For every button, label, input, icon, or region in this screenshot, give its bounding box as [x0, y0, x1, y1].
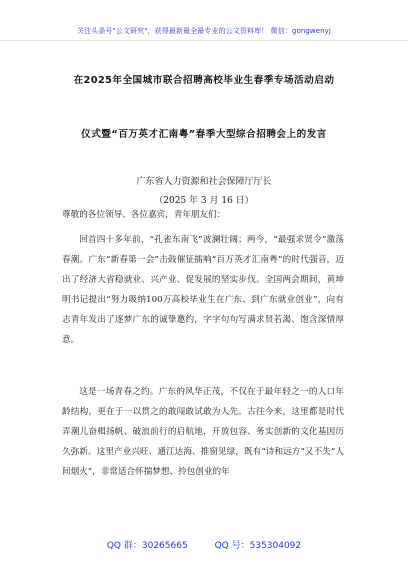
promo-banner: 关注头条号"公文研究"，获得最新最全最专业的公文资料库！ 微信：gongwenyj: [77, 27, 331, 35]
qq-group-text: QQ 群：30265665: [106, 541, 188, 551]
header-bar: [0, 0, 408, 41]
speech-date: （2025 年 3 月 16 日）: [154, 196, 254, 206]
footer-contact: [0, 538, 408, 560]
body-paragraph-1: 回首四十多年前，“孔雀东南飞”波澜壮阔；两今，“最强求贤令”激荡春潮。广东“新春第一会”击鼓催征擂响“百万英才汇南粤”的时代强音，迈出了经济大省稳就业、兴产业、促发展的坚实步伐。全国两会期间，黄坤明书记提出“努力吸纳100万高校毕业生在广东、到广东就业创业”，向有志青年发出了逐梦广东的诚挚邀约，字字句句写满求贤若渴、饱含深情厚意。: [62, 235, 344, 345]
salutation: 尊敬的各位领导、各位嘉宾，青年朋友们：: [62, 210, 226, 220]
body-paragraph-2: 这是一场青春之约。广东的风华正茂，不仅在于最年轻之一的人口年龄结构，更在于一以贯之的敢闯敢试敢为人先。古往今来，这里都是时代弄潮儿奋楫扬帆、破浪前行的启航地，开放包容、务实创新的文化基因历久弥新。这里产业兴旺、通江达海、推窗见绿，既有“诗和远方”又不失“人间烟火”，非常适合怀揣梦想、拎包创业的年: [62, 387, 344, 477]
document-title-line-2: 仪式暨“百万英才汇南粤”春季大型综合招聘会上的发言: [81, 129, 327, 140]
qq-number-text: QQ 号：535304092: [214, 541, 302, 551]
document-title-line-1: 在2025年全国城市联合招聘高校毕业生春季专场活动启动: [73, 75, 335, 86]
speaker-organization: 广东省人力资源和社会保障厅厅长: [136, 177, 272, 187]
